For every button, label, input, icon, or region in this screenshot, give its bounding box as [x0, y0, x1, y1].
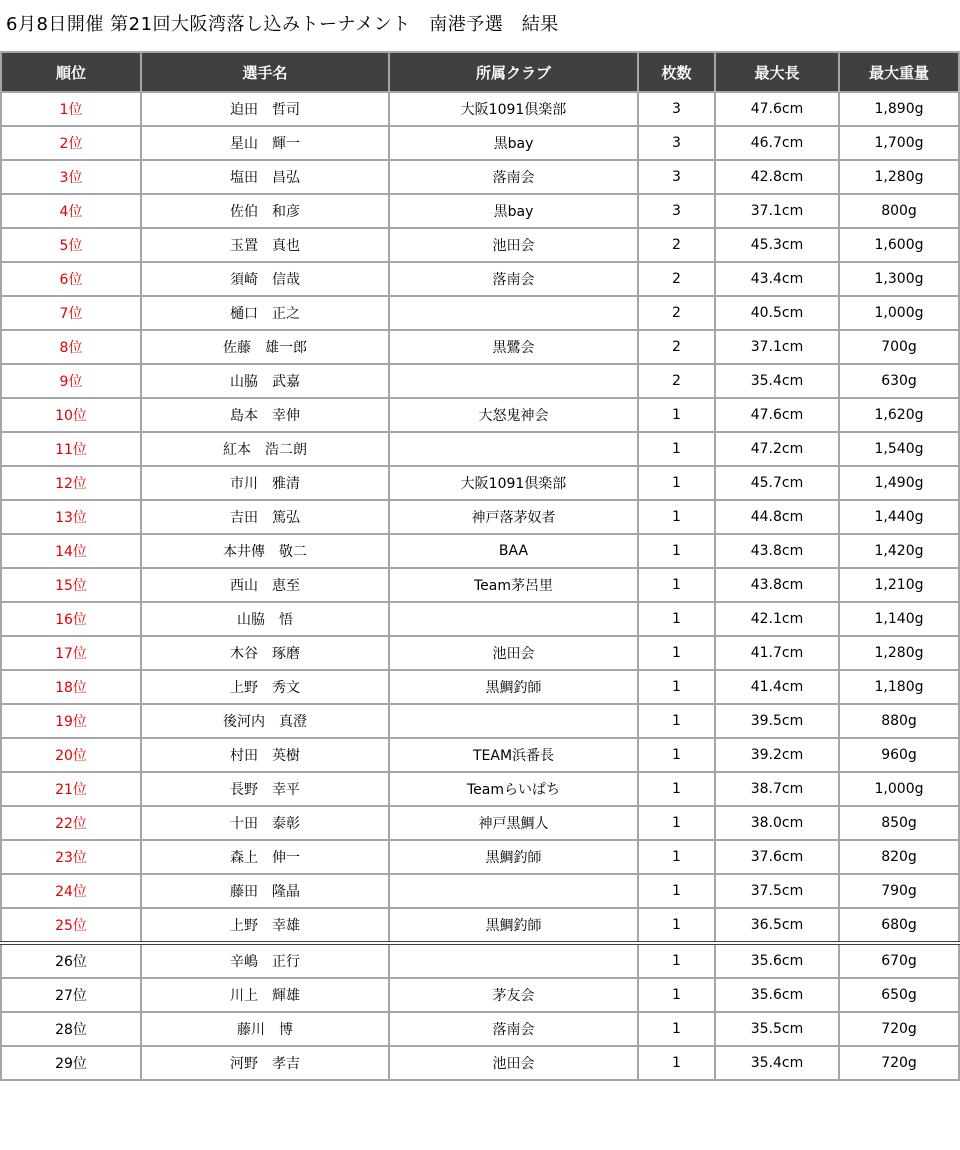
club-cell: 黒鯛釣師 [389, 908, 638, 943]
table-row [1, 772, 959, 806]
table-row [1, 1012, 959, 1046]
max-length-cell: 35.6cm [715, 978, 839, 1012]
max-weight-cell: 680g [839, 908, 959, 943]
angler-name-cell: 村田 英樹 [141, 738, 389, 772]
rank-cell: 22位 [1, 806, 141, 840]
table-row [1, 126, 959, 160]
angler-name-cell: 川上 輝雄 [141, 978, 389, 1012]
rank-cell: 26位 [1, 943, 141, 978]
header-max-weight: 最大重量 [839, 52, 959, 92]
fish-count-cell: 3 [638, 126, 715, 160]
fish-count-cell: 1 [638, 1012, 715, 1046]
angler-name-cell: 藤川 博 [141, 1012, 389, 1046]
rank-cell: 8位 [1, 330, 141, 364]
angler-name-cell: 山脇 武嘉 [141, 364, 389, 398]
rank-cell: 21位 [1, 772, 141, 806]
max-weight-cell: 1,140g [839, 602, 959, 636]
rank-cell: 27位 [1, 978, 141, 1012]
max-weight-cell: 720g [839, 1046, 959, 1080]
angler-name-cell: 後河内 真澄 [141, 704, 389, 738]
rank-cell: 12位 [1, 466, 141, 500]
club-cell [389, 943, 638, 978]
fish-count-cell: 1 [638, 534, 715, 568]
table-row [1, 160, 959, 194]
max-weight-cell: 1,000g [839, 296, 959, 330]
max-length-cell: 35.4cm [715, 1046, 839, 1080]
club-cell: BAA [389, 534, 638, 568]
max-length-cell: 43.4cm [715, 262, 839, 296]
rank-cell: 25位 [1, 908, 141, 943]
rank-cell: 16位 [1, 602, 141, 636]
rank-cell: 4位 [1, 194, 141, 228]
max-weight-cell: 960g [839, 738, 959, 772]
angler-name-cell: 長野 幸平 [141, 772, 389, 806]
club-cell: 落南会 [389, 1012, 638, 1046]
max-length-cell: 47.2cm [715, 432, 839, 466]
max-length-cell: 46.7cm [715, 126, 839, 160]
club-cell: 黒鷺会 [389, 330, 638, 364]
fish-count-cell: 1 [638, 908, 715, 943]
rank-cell: 3位 [1, 160, 141, 194]
max-weight-cell: 670g [839, 943, 959, 978]
club-cell: Teamらいぱち [389, 772, 638, 806]
max-weight-cell: 1,280g [839, 636, 959, 670]
table-row [1, 262, 959, 296]
club-cell [389, 296, 638, 330]
table-row [1, 636, 959, 670]
club-cell: 黒鯛釣師 [389, 670, 638, 704]
club-cell: 落南会 [389, 160, 638, 194]
fish-count-cell: 1 [638, 840, 715, 874]
fish-count-cell: 2 [638, 296, 715, 330]
table-row [1, 943, 959, 978]
table-row [1, 568, 959, 602]
angler-name-cell: 山脇 悟 [141, 602, 389, 636]
page-title: 6月8日開催 第21回大阪湾落し込みトーナメント 南港予選 結果 [6, 14, 559, 35]
max-weight-cell: 1,280g [839, 160, 959, 194]
rank-cell: 11位 [1, 432, 141, 466]
club-cell [389, 704, 638, 738]
fish-count-cell: 1 [638, 806, 715, 840]
max-weight-cell: 820g [839, 840, 959, 874]
header-count: 枚数 [638, 52, 715, 92]
max-length-cell: 44.8cm [715, 500, 839, 534]
club-cell: 池田会 [389, 636, 638, 670]
max-weight-cell: 1,210g [839, 568, 959, 602]
max-weight-cell: 700g [839, 330, 959, 364]
angler-name-cell: 上野 幸雄 [141, 908, 389, 943]
max-weight-cell: 650g [839, 978, 959, 1012]
table-row [1, 296, 959, 330]
angler-name-cell: 市川 雅清 [141, 466, 389, 500]
rank-cell: 9位 [1, 364, 141, 398]
table-row [1, 330, 959, 364]
fish-count-cell: 2 [638, 364, 715, 398]
max-length-cell: 47.6cm [715, 92, 839, 126]
fish-count-cell: 1 [638, 704, 715, 738]
max-weight-cell: 630g [839, 364, 959, 398]
fish-count-cell: 1 [638, 772, 715, 806]
table-row [1, 534, 959, 568]
max-weight-cell: 800g [839, 194, 959, 228]
club-cell: Team茅呂里 [389, 568, 638, 602]
rank-cell: 19位 [1, 704, 141, 738]
club-cell [389, 432, 638, 466]
club-cell: 黒鯛釣師 [389, 840, 638, 874]
rank-cell: 6位 [1, 262, 141, 296]
angler-name-cell: 紅本 浩二朗 [141, 432, 389, 466]
angler-name-cell: 佐伯 和彦 [141, 194, 389, 228]
fish-count-cell: 1 [638, 568, 715, 602]
table-row [1, 840, 959, 874]
max-length-cell: 36.5cm [715, 908, 839, 943]
max-length-cell: 37.1cm [715, 330, 839, 364]
table-row [1, 500, 959, 534]
table-row [1, 908, 959, 943]
fish-count-cell: 1 [638, 466, 715, 500]
max-weight-cell: 1,540g [839, 432, 959, 466]
table-row [1, 670, 959, 704]
fish-count-cell: 3 [638, 92, 715, 126]
max-length-cell: 35.6cm [715, 943, 839, 978]
max-weight-cell: 1,700g [839, 126, 959, 160]
club-cell: 大怒鬼神会 [389, 398, 638, 432]
max-weight-cell: 1,000g [839, 772, 959, 806]
club-cell [389, 874, 638, 908]
fish-count-cell: 2 [638, 228, 715, 262]
club-cell: 大阪1091倶楽部 [389, 466, 638, 500]
rank-cell: 15位 [1, 568, 141, 602]
fish-count-cell: 1 [638, 670, 715, 704]
max-weight-cell: 1,890g [839, 92, 959, 126]
fish-count-cell: 1 [638, 943, 715, 978]
angler-name-cell: 十田 泰彰 [141, 806, 389, 840]
angler-name-cell: 藤田 隆晶 [141, 874, 389, 908]
max-weight-cell: 1,180g [839, 670, 959, 704]
angler-name-cell: 迫田 哲司 [141, 92, 389, 126]
fish-count-cell: 1 [638, 978, 715, 1012]
max-length-cell: 42.8cm [715, 160, 839, 194]
max-length-cell: 39.5cm [715, 704, 839, 738]
table-row [1, 738, 959, 772]
angler-name-cell: 河野 孝吉 [141, 1046, 389, 1080]
fish-count-cell: 1 [638, 432, 715, 466]
club-cell: 黒bay [389, 126, 638, 160]
max-weight-cell: 1,600g [839, 228, 959, 262]
club-cell: 池田会 [389, 1046, 638, 1080]
table-row [1, 978, 959, 1012]
max-length-cell: 38.7cm [715, 772, 839, 806]
angler-name-cell: 須崎 信哉 [141, 262, 389, 296]
fish-count-cell: 1 [638, 500, 715, 534]
club-cell [389, 602, 638, 636]
rank-cell: 17位 [1, 636, 141, 670]
table-row [1, 194, 959, 228]
max-length-cell: 38.0cm [715, 806, 839, 840]
angler-name-cell: 玉置 真也 [141, 228, 389, 262]
fish-count-cell: 1 [638, 738, 715, 772]
results-table [0, 51, 960, 1081]
club-cell: 茅友会 [389, 978, 638, 1012]
rank-cell: 7位 [1, 296, 141, 330]
club-cell: 神戸落茅奴者 [389, 500, 638, 534]
table-row [1, 874, 959, 908]
club-cell: TEAM浜番長 [389, 738, 638, 772]
header-name: 選手名 [141, 52, 389, 92]
angler-name-cell: 樋口 正之 [141, 296, 389, 330]
rank-cell: 10位 [1, 398, 141, 432]
max-length-cell: 40.5cm [715, 296, 839, 330]
table-row [1, 432, 959, 466]
header-max-length: 最大長 [715, 52, 839, 92]
fish-count-cell: 1 [638, 398, 715, 432]
max-length-cell: 41.4cm [715, 670, 839, 704]
max-length-cell: 37.1cm [715, 194, 839, 228]
table-row [1, 602, 959, 636]
rank-cell: 24位 [1, 874, 141, 908]
rank-cell: 28位 [1, 1012, 141, 1046]
rank-cell: 20位 [1, 738, 141, 772]
club-cell: 黒bay [389, 194, 638, 228]
max-length-cell: 45.7cm [715, 466, 839, 500]
max-weight-cell: 1,620g [839, 398, 959, 432]
max-length-cell: 45.3cm [715, 228, 839, 262]
fish-count-cell: 2 [638, 262, 715, 296]
max-length-cell: 43.8cm [715, 568, 839, 602]
fish-count-cell: 1 [638, 874, 715, 908]
max-weight-cell: 720g [839, 1012, 959, 1046]
angler-name-cell: 吉田 篤弘 [141, 500, 389, 534]
max-length-cell: 35.5cm [715, 1012, 839, 1046]
table-row [1, 704, 959, 738]
table-row [1, 364, 959, 398]
max-length-cell: 35.4cm [715, 364, 839, 398]
header-club: 所属クラブ [389, 52, 638, 92]
fish-count-cell: 2 [638, 330, 715, 364]
max-weight-cell: 1,490g [839, 466, 959, 500]
max-weight-cell: 850g [839, 806, 959, 840]
fish-count-cell: 3 [638, 160, 715, 194]
table-row [1, 398, 959, 432]
rank-cell: 2位 [1, 126, 141, 160]
max-weight-cell: 1,300g [839, 262, 959, 296]
angler-name-cell: 本井傳 敬二 [141, 534, 389, 568]
rank-cell: 1位 [1, 92, 141, 126]
angler-name-cell: 塩田 昌弘 [141, 160, 389, 194]
fish-count-cell: 3 [638, 194, 715, 228]
table-row [1, 92, 959, 126]
table-row [1, 228, 959, 262]
club-cell: 神戸黒鯛人 [389, 806, 638, 840]
rank-cell: 13位 [1, 500, 141, 534]
angler-name-cell: 上野 秀文 [141, 670, 389, 704]
club-cell: 落南会 [389, 262, 638, 296]
max-length-cell: 42.1cm [715, 602, 839, 636]
rank-cell: 23位 [1, 840, 141, 874]
club-cell: 大阪1091倶楽部 [389, 92, 638, 126]
angler-name-cell: 星山 輝一 [141, 126, 389, 160]
angler-name-cell: 辛嶋 正行 [141, 943, 389, 978]
max-length-cell: 39.2cm [715, 738, 839, 772]
fish-count-cell: 1 [638, 602, 715, 636]
max-length-cell: 37.6cm [715, 840, 839, 874]
max-length-cell: 37.5cm [715, 874, 839, 908]
angler-name-cell: 西山 恵至 [141, 568, 389, 602]
max-length-cell: 41.7cm [715, 636, 839, 670]
fish-count-cell: 1 [638, 1046, 715, 1080]
max-weight-cell: 1,420g [839, 534, 959, 568]
club-cell: 池田会 [389, 228, 638, 262]
table-row [1, 806, 959, 840]
max-length-cell: 47.6cm [715, 398, 839, 432]
max-length-cell: 43.8cm [715, 534, 839, 568]
header-rank: 順位 [1, 52, 141, 92]
max-weight-cell: 790g [839, 874, 959, 908]
header-row [1, 52, 959, 92]
max-weight-cell: 1,440g [839, 500, 959, 534]
rank-cell: 29位 [1, 1046, 141, 1080]
rank-cell: 18位 [1, 670, 141, 704]
angler-name-cell: 木谷 琢磨 [141, 636, 389, 670]
fish-count-cell: 1 [638, 636, 715, 670]
rank-cell: 14位 [1, 534, 141, 568]
angler-name-cell: 島本 幸伸 [141, 398, 389, 432]
table-row [1, 1046, 959, 1080]
table-row [1, 466, 959, 500]
rank-cell: 5位 [1, 228, 141, 262]
club-cell [389, 364, 638, 398]
max-weight-cell: 880g [839, 704, 959, 738]
angler-name-cell: 佐藤 雄一郎 [141, 330, 389, 364]
angler-name-cell: 森上 伸一 [141, 840, 389, 874]
